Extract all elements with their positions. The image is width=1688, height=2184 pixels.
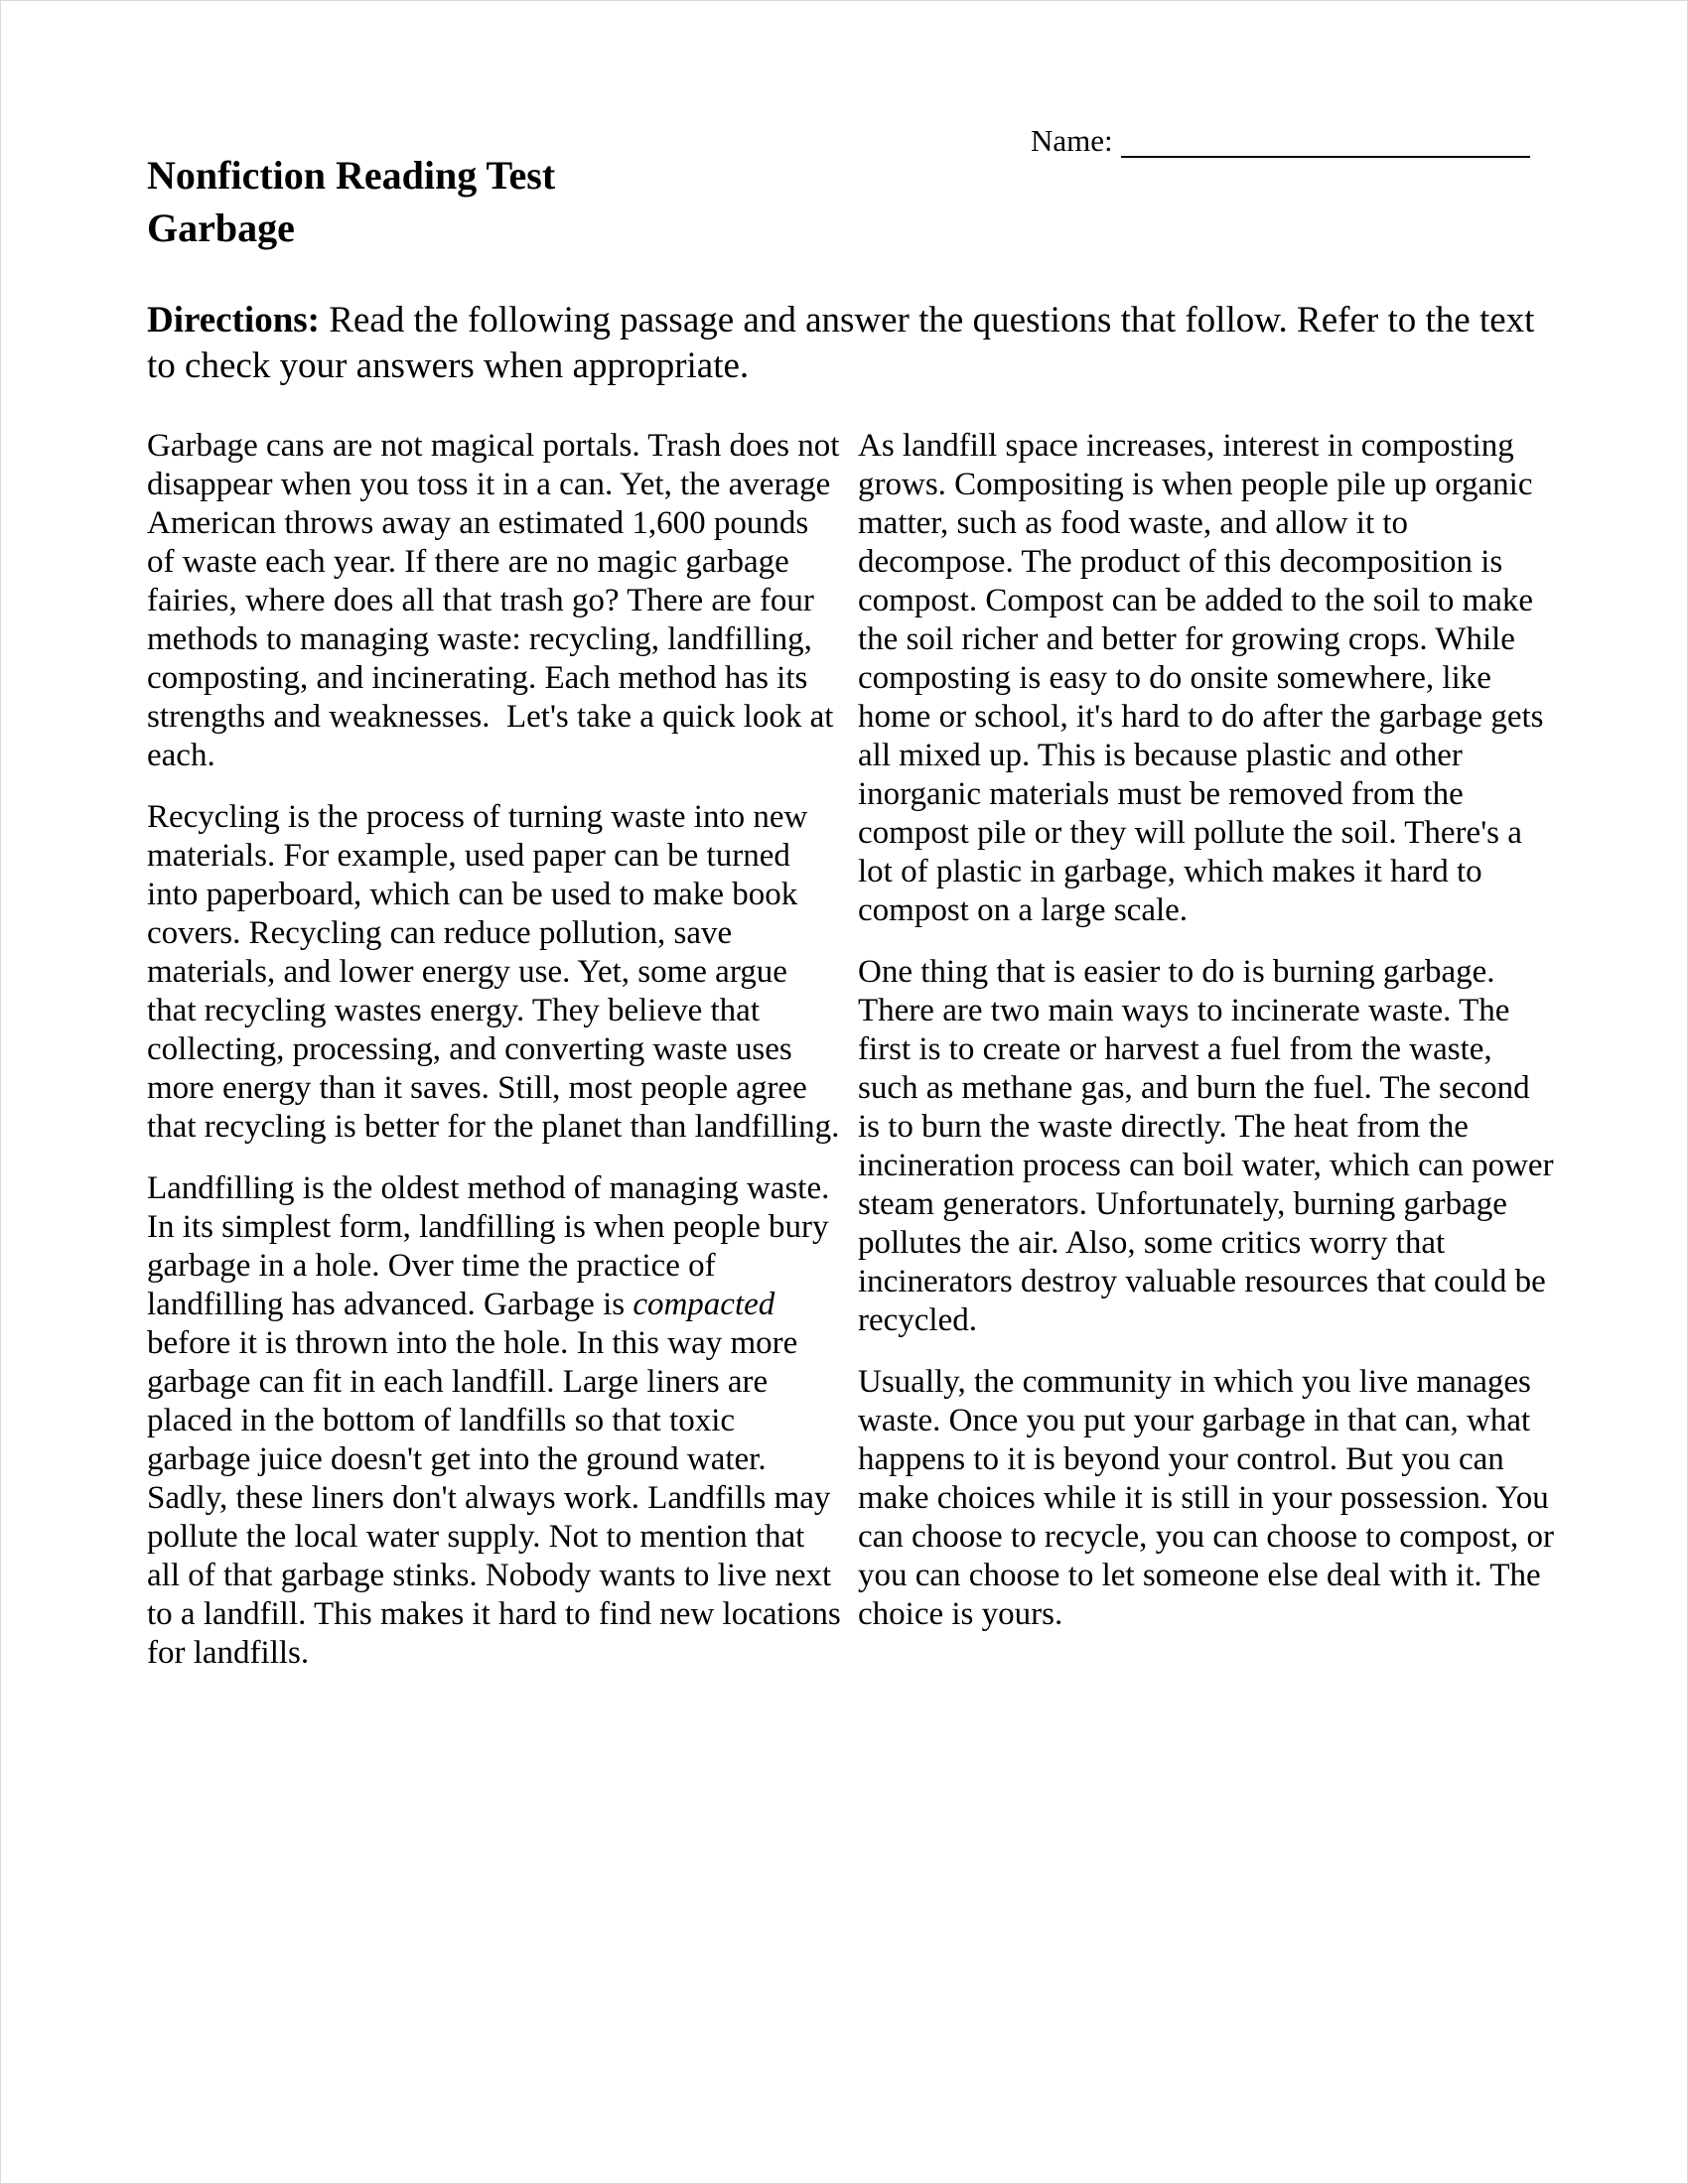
directions <box>147 298 1557 389</box>
passage-right-column <box>858 427 1554 1696</box>
passage <box>147 427 1554 1696</box>
passage-paragraph <box>858 427 1554 930</box>
passage-paragraph <box>858 1363 1554 1634</box>
directions-label: Directions: <box>147 300 320 341</box>
passage-text: As landfill space increases, interest in composting grows. Compositing is when people pile up organic matter, such as food waste, and allow it to decompose. The product of this decomposition is compost. Compost can be added to the soil to make the soil richer and better for growing crops. While composting is easy to do onsite somewhere, like home or school, it's hard to do after the garbage gets all mixed up. This is because plastic and other inorganic materials must be removed from the compost pile or they will pollute the soil. There's a lot of plastic in garbage, which makes it hard to compost on a large scale. <box>858 428 1544 928</box>
page-subtitle: Garbage <box>147 205 295 250</box>
passage-left-column <box>147 427 843 1696</box>
name-label: Name: <box>1031 123 1113 158</box>
page-title-block <box>147 149 555 254</box>
passage-text: Usually, the community in which you live manages waste. Once you put your garbage in that can, what happens to it is beyond your control. But you can make choices while it is still in your possession. You can choose to recycle, you can choose to compost, or you can choose to let someone else deal with it. The choice is yours. <box>858 1364 1555 1632</box>
passage-paragraph <box>147 1169 843 1673</box>
directions-text: Read the following passage and answer the questions that follow. Refer to the text to check your answers when appropriate. <box>147 300 1535 386</box>
passage-paragraph <box>858 953 1554 1340</box>
passage-text: before it is thrown into the hole. In this way more garbage can fit in each landfill. Large liners are placed in the bottom of landfills so that toxic garbage juice doesn't get into the ground water. Sadly, these liners don't always work. Landfills may pollute the local water supply. Not to mention that all of that garbage stinks. Nobody wants to live next to a landfill. This makes it hard to find new locations for landfills. <box>147 1325 841 1671</box>
name-field <box>1031 123 1530 158</box>
passage-text-italic: compacted <box>633 1287 775 1322</box>
passage-text: Landfilling is the oldest method of managing waste. In its simplest form, landfilling is when people bury garbage in a hole. Over time the practice of landfilling has advanced. Garbage is <box>147 1170 830 1322</box>
passage-paragraph <box>147 427 843 775</box>
name-blank-line <box>1121 123 1530 158</box>
passage-text: Garbage cans are not magical portals. Trash does not disappear when you toss it in a can. Yet, the average American throws away an estimated 1,600 pounds of waste each year. If there are no magic garbage fairies, where does all that trash go? There are four methods to managing waste: recycling, landfilling, composting, and incinerating. Each method has its strengths and weaknesses. Let's take a quick look at each. <box>147 428 840 773</box>
page-title: Nonfiction Reading Test <box>147 153 556 198</box>
passage-text: Recycling is the process of turning waste into new materials. For example, used paper can be turned into paperboard, which can be used to make book covers. Recycling can reduce pollution, save materials, and lower energy use. Yet, some argue that recycling wastes energy. They believe that collecting, processing, and converting waste uses more energy than it saves. Still, most people agree that recycling is better for the planet than landfilling. <box>147 799 840 1145</box>
passage-paragraph <box>147 798 843 1147</box>
passage-text: One thing that is easier to do is burning garbage. There are two main ways to incinerate waste. The first is to create or harvest a fuel from the waste, such as methane gas, and burn the fuel. The second is to burn the waste directly. The heat from the incineration process can boil water, which can power steam generators. Unfortunately, burning garbage pollutes the air. Also, some critics worry that incinerators destroy valuable resources that could be recycled. <box>858 954 1554 1338</box>
